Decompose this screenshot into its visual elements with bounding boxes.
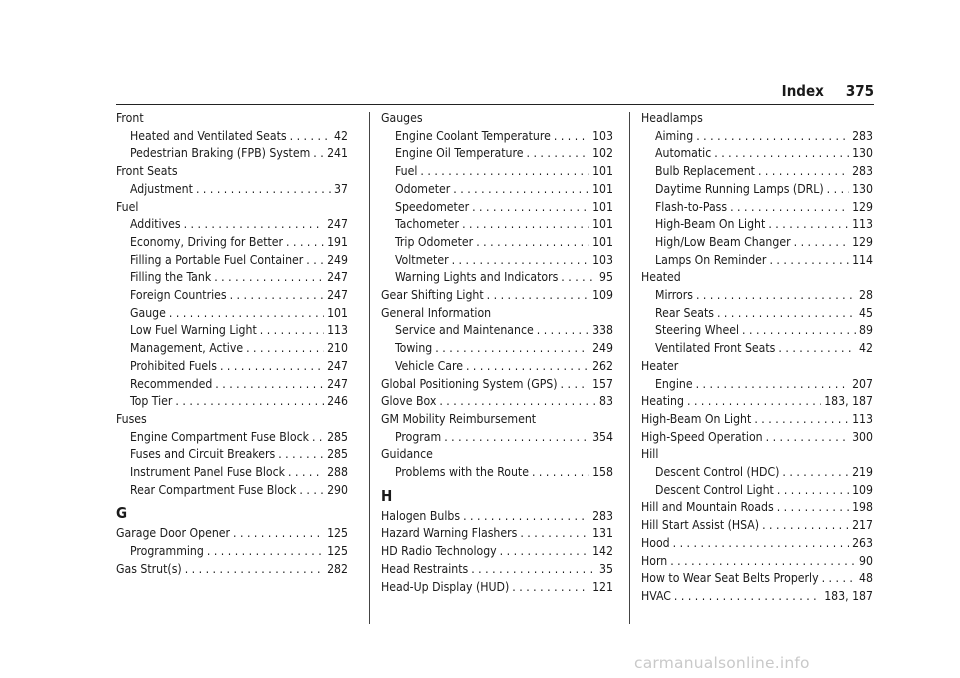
page-ref: 249	[327, 252, 348, 267]
entry-term: Voltmeter	[395, 252, 449, 267]
page-ref: 300	[852, 429, 873, 444]
index-subentry	[381, 322, 613, 340]
dot-leader	[554, 128, 589, 146]
page-ref: 290	[327, 482, 348, 497]
index-subentry	[116, 376, 348, 394]
page-ref: 42	[334, 128, 348, 143]
index-subentry	[381, 145, 613, 163]
index-subentry	[641, 340, 873, 358]
dot-leader	[214, 269, 324, 287]
index-subentry	[381, 163, 613, 181]
index-entry	[381, 561, 613, 579]
page-ref: 102	[592, 146, 613, 161]
index-subentry	[116, 145, 348, 163]
entry-term: Bulb Replacement	[655, 164, 755, 179]
dot-leader	[673, 535, 849, 553]
entry-term: Vehicle Care	[395, 358, 463, 373]
dot-leader	[532, 464, 589, 482]
index-subentry	[641, 252, 873, 270]
page-ref: 158	[592, 465, 613, 480]
page-ref: 130	[852, 146, 873, 161]
index-heading: Hill	[641, 447, 659, 462]
page-ref: 285	[327, 447, 348, 462]
index-subentry	[116, 482, 348, 500]
index-subentry	[116, 393, 348, 411]
page-ref: 101	[592, 217, 613, 232]
index-subentry	[116, 234, 348, 252]
entry-term: Aiming	[655, 128, 694, 143]
dot-leader	[299, 482, 324, 500]
index-heading: Fuel	[116, 199, 139, 214]
page-ref: 241	[327, 146, 348, 161]
index-subentry	[641, 322, 873, 340]
page-ref: 247	[327, 288, 348, 303]
entry-term: Odometer	[395, 181, 451, 196]
index-entry	[641, 553, 873, 571]
entry-term: Program	[395, 429, 442, 444]
index-heading: Gauges	[381, 111, 423, 125]
entry-term: Foreign Countries	[130, 288, 227, 303]
dot-leader	[286, 234, 324, 252]
page-ref: 262	[592, 358, 613, 373]
dot-leader	[696, 128, 849, 146]
index-entry	[381, 508, 613, 526]
index-subentry	[381, 269, 613, 287]
dot-leader	[527, 145, 590, 163]
page-ref: 285	[327, 429, 348, 444]
entry-term: High-Speed Operation	[641, 429, 763, 444]
page-ref: 42	[859, 341, 873, 356]
page-ref: 37	[334, 181, 348, 196]
page-ref: 247	[327, 270, 348, 285]
index-subentry	[641, 464, 873, 482]
index-subentry	[641, 163, 873, 181]
index-subentry	[116, 446, 348, 464]
entry-term: Prohibited Fuels	[130, 358, 217, 373]
page-ref: 247	[327, 376, 348, 391]
page-ref: 157	[592, 376, 613, 391]
dot-leader	[185, 561, 324, 579]
section-letter: H	[381, 486, 393, 505]
page-ref: 48	[859, 571, 873, 586]
index-entry	[641, 588, 873, 606]
index-entry	[381, 543, 613, 561]
index-column-3	[641, 110, 873, 606]
dot-leader	[462, 216, 589, 234]
page-ref: 338	[592, 323, 613, 338]
index-subentry	[381, 340, 613, 358]
dot-leader	[220, 358, 324, 376]
index-entry	[116, 561, 348, 579]
dot-leader	[687, 393, 821, 411]
dot-leader	[207, 543, 324, 561]
dot-leader	[466, 358, 589, 376]
page-ref: 103	[592, 128, 613, 143]
index-column-2	[381, 110, 613, 596]
entry-term: Filling the Tank	[130, 270, 212, 285]
index-subentry	[116, 269, 348, 287]
dot-leader	[260, 322, 324, 340]
page-ref: 83	[599, 394, 613, 409]
dot-leader	[742, 322, 856, 340]
index-entry	[381, 525, 613, 543]
dot-leader	[674, 588, 821, 606]
index-subentry	[381, 358, 613, 376]
entry-term: Engine	[655, 376, 693, 391]
index-subentry	[381, 128, 613, 146]
dot-leader	[827, 181, 849, 199]
page-ref: 101	[592, 234, 613, 249]
index-subentry	[641, 482, 873, 500]
entry-term: Head-Up Display (HUD)	[381, 579, 510, 594]
entry-term: Garage Door Opener	[116, 526, 231, 541]
dot-leader	[233, 525, 324, 543]
entry-term: Service and Maintenance	[395, 323, 534, 338]
page-ref: 125	[327, 544, 348, 559]
dot-leader	[439, 393, 596, 411]
entry-term: Tachometer	[395, 217, 460, 232]
index-subentry	[381, 216, 613, 234]
index-subentry	[116, 322, 348, 340]
dot-leader	[512, 579, 589, 597]
index-subentry	[116, 543, 348, 561]
dot-leader	[306, 252, 324, 270]
index-subentry	[641, 199, 873, 217]
index-subentry	[116, 287, 348, 305]
entry-term: Fuel	[395, 164, 418, 179]
dot-leader	[500, 543, 589, 561]
page-ref: 103	[592, 252, 613, 267]
page-ref: 101	[327, 305, 348, 320]
index-subentry	[116, 358, 348, 376]
entry-term: Global Positioning System (GPS)	[381, 376, 558, 391]
entry-term: Horn	[641, 553, 668, 568]
entry-term: High/Low Beam Changer	[655, 234, 791, 249]
index-subentry	[641, 145, 873, 163]
dot-leader	[769, 252, 849, 270]
index-entry	[381, 579, 613, 597]
dot-leader	[561, 269, 596, 287]
dot-leader	[696, 287, 856, 305]
page-ref: 89	[859, 323, 873, 338]
entry-term: Pedestrian Braking (FPB) System	[130, 146, 311, 161]
dot-leader	[520, 525, 589, 543]
page-ref: 249	[592, 341, 613, 356]
page-ref: 247	[327, 217, 348, 232]
dot-leader	[169, 305, 324, 323]
index-entry	[381, 376, 613, 394]
entry-term: Flash-to-Pass	[655, 199, 728, 214]
page-ref: 354	[592, 429, 613, 444]
dot-leader	[246, 340, 324, 358]
index-subentry	[641, 181, 873, 199]
entry-term: Gear Shifting Light	[381, 288, 484, 303]
dot-leader	[471, 561, 596, 579]
index-heading: Heater	[641, 358, 679, 373]
index-subentry	[641, 234, 873, 252]
index-column-1	[116, 110, 348, 579]
index-heading: Guidance	[381, 447, 433, 462]
index-subentry	[116, 305, 348, 323]
index-entry	[641, 411, 873, 429]
entry-term: Recommended	[130, 376, 213, 391]
dot-leader	[537, 322, 589, 340]
dot-leader	[435, 340, 589, 358]
page-ref: 219	[852, 465, 873, 480]
dot-leader	[453, 181, 589, 199]
dot-leader	[175, 393, 324, 411]
page-ref: 114	[852, 252, 873, 267]
page-ref: 183, 187	[824, 394, 873, 409]
dot-leader	[444, 429, 589, 447]
page-ref: 129	[852, 234, 873, 249]
entry-term: Glove Box	[381, 394, 437, 409]
index-heading: Front	[116, 111, 144, 125]
page-ref: 282	[327, 561, 348, 576]
page-header	[710, 82, 874, 106]
entry-term: Economy, Driving for Better	[130, 234, 284, 249]
page-number: 375	[845, 82, 874, 100]
dot-leader	[778, 340, 856, 358]
dot-leader	[717, 305, 856, 323]
page-ref: 142	[592, 544, 613, 559]
index-subentry	[641, 216, 873, 234]
dot-leader	[472, 199, 589, 217]
page-ref: 198	[852, 500, 873, 515]
entry-term: Top Tier	[130, 394, 173, 409]
entry-term: How to Wear Seat Belts Properly	[641, 571, 819, 586]
page-ref: 95	[599, 270, 613, 285]
dot-leader	[782, 464, 849, 482]
dot-leader	[215, 376, 324, 394]
index-entry	[641, 517, 873, 535]
page-ref: 113	[327, 323, 348, 338]
index-subentry	[116, 340, 348, 358]
watermark: carmanualsonline.info	[634, 654, 810, 672]
page-ref: 283	[852, 164, 873, 179]
entry-term: Heated and Ventilated Seats	[130, 128, 287, 143]
index-subentry	[116, 216, 348, 234]
entry-term: Steering Wheel	[655, 323, 740, 338]
index-heading: General Information	[381, 305, 492, 320]
index-entry	[641, 393, 873, 411]
dot-leader	[777, 499, 849, 517]
page-ref: 183, 187	[824, 588, 873, 603]
page-ref: 28	[859, 288, 873, 303]
entry-term: Gauge	[130, 305, 166, 320]
dot-leader	[290, 128, 331, 146]
page-ref: 121	[592, 579, 613, 594]
dot-leader	[288, 464, 324, 482]
index-subentry	[116, 429, 348, 447]
entry-term: Heating	[641, 394, 684, 409]
index-subentry	[116, 128, 348, 146]
dot-leader	[487, 287, 589, 305]
entry-term: Ventilated Front Seats	[655, 341, 776, 356]
entry-term: Mirrors	[655, 288, 693, 303]
entry-term: Warning Lights and Indicators	[395, 270, 559, 285]
page-ref: 129	[852, 199, 873, 214]
entry-term: Towing	[395, 341, 433, 356]
entry-term: Engine Compartment Fuse Block	[130, 429, 309, 444]
index-subentry	[116, 181, 348, 199]
section-letter: G	[116, 504, 128, 523]
dot-leader	[766, 429, 849, 447]
index-entry	[641, 535, 873, 553]
entry-term: HVAC	[641, 588, 671, 603]
dot-leader	[312, 429, 324, 447]
index-subentry	[116, 252, 348, 270]
dot-leader	[730, 199, 849, 217]
entry-term: Rear Compartment Fuse Block	[130, 482, 297, 497]
entry-term: Lamps On Reminder	[655, 252, 767, 267]
entry-term: Hill and Mountain Roads	[641, 500, 774, 515]
page-ref: 101	[592, 199, 613, 214]
page-ref: 90	[859, 553, 873, 568]
page-ref: 283	[852, 128, 873, 143]
entry-term: Hood	[641, 535, 670, 550]
page-ref: 109	[592, 288, 613, 303]
page-ref: 288	[327, 465, 348, 480]
entry-term: Trip Odometer	[395, 234, 474, 249]
entry-term: Descent Control (HDC)	[655, 465, 780, 480]
dot-leader	[768, 216, 849, 234]
entry-term: Descent Control Light	[655, 482, 774, 497]
dot-leader	[420, 163, 589, 181]
page-ref: 217	[852, 518, 873, 533]
entry-term: Speedometer	[395, 199, 470, 214]
page-ref: 246	[327, 394, 348, 409]
index-heading: Headlamps	[641, 111, 703, 125]
index-subentry	[116, 464, 348, 482]
page-ref: 263	[852, 535, 873, 550]
index-entry	[641, 429, 873, 447]
index-subentry	[381, 199, 613, 217]
column-divider	[369, 112, 370, 624]
entry-term: Fuses and Circuit Breakers	[130, 447, 276, 462]
index-entry	[641, 570, 873, 588]
entry-term: Programming	[130, 544, 204, 559]
index-subentry	[641, 128, 873, 146]
dot-leader	[762, 517, 849, 535]
index-heading: GM Mobility Reimbursement	[381, 411, 537, 426]
dot-leader	[230, 287, 324, 305]
page-ref: 125	[327, 526, 348, 541]
index-subentry	[381, 429, 613, 447]
page-ref: 101	[592, 164, 613, 179]
entry-term: Gas Strut(s)	[116, 561, 182, 576]
index-subentry	[641, 376, 873, 394]
entry-term: Hill Start Assist (HSA)	[641, 518, 760, 533]
column-divider	[629, 112, 630, 624]
entry-term: Additives	[130, 217, 181, 232]
entry-term: High-Beam On Light	[641, 411, 752, 426]
page-ref: 130	[852, 181, 873, 196]
entry-term: High-Beam On Light	[655, 217, 766, 232]
entry-term: Automatic	[655, 146, 712, 161]
index-subentry	[641, 305, 873, 323]
dot-leader	[794, 234, 849, 252]
entry-term: Hazard Warning Flashers	[381, 526, 518, 541]
page-ref: 210	[327, 341, 348, 356]
entry-term: Rear Seats	[655, 305, 714, 320]
index-entry	[381, 287, 613, 305]
index-entry	[381, 393, 613, 411]
dot-leader	[696, 376, 849, 394]
page-ref: 101	[592, 181, 613, 196]
dot-leader	[476, 234, 589, 252]
page-ref: 283	[592, 508, 613, 523]
entry-term: Filling a Portable Fuel Container	[130, 252, 304, 267]
dot-leader	[670, 553, 856, 571]
index-entry	[116, 525, 348, 543]
dot-leader	[196, 181, 331, 199]
page-ref: 109	[852, 482, 873, 497]
section-title: Index	[781, 82, 824, 100]
dot-leader	[278, 446, 324, 464]
dot-leader	[754, 411, 849, 429]
index-entry	[641, 499, 873, 517]
dot-leader	[452, 252, 589, 270]
index-subentry	[381, 464, 613, 482]
dot-leader	[822, 570, 856, 588]
dot-leader	[777, 482, 849, 500]
entry-term: Instrument Panel Fuse Block	[130, 465, 286, 480]
page-ref: 131	[592, 526, 613, 541]
page-ref: 207	[852, 376, 873, 391]
entry-term: Management, Active	[130, 341, 244, 356]
index-heading: Front Seats	[116, 164, 178, 179]
dot-leader	[313, 145, 324, 163]
entry-term: Halogen Bulbs	[381, 508, 461, 523]
entry-term: Engine Coolant Temperature	[395, 128, 551, 143]
entry-term: Low Fuel Warning Light	[130, 323, 257, 338]
index-heading: Fuses	[116, 411, 147, 426]
entry-term: Problems with the Route	[395, 465, 529, 480]
dot-leader	[714, 145, 849, 163]
dot-leader	[463, 508, 589, 526]
dot-leader	[561, 376, 590, 394]
entry-term: Head Restraints	[381, 561, 469, 576]
dot-leader	[758, 163, 849, 181]
entry-term: Daytime Running Lamps (DRL)	[655, 181, 824, 196]
index-subentry	[641, 287, 873, 305]
page-ref: 247	[327, 358, 348, 373]
entry-term: Adjustment	[130, 181, 193, 196]
page-ref: 45	[859, 305, 873, 320]
index-subentry	[381, 181, 613, 199]
page-ref: 113	[852, 217, 873, 232]
entry-term: HD Radio Technology	[381, 544, 497, 559]
header-rule	[116, 104, 874, 105]
dot-leader	[184, 216, 325, 234]
page-ref: 113	[852, 411, 873, 426]
index-heading: Heated	[641, 270, 681, 285]
index-subentry	[381, 234, 613, 252]
page-ref: 35	[599, 561, 613, 576]
entry-term: Engine Oil Temperature	[395, 146, 524, 161]
index-subentry	[381, 252, 613, 270]
page-ref: 191	[327, 234, 348, 249]
